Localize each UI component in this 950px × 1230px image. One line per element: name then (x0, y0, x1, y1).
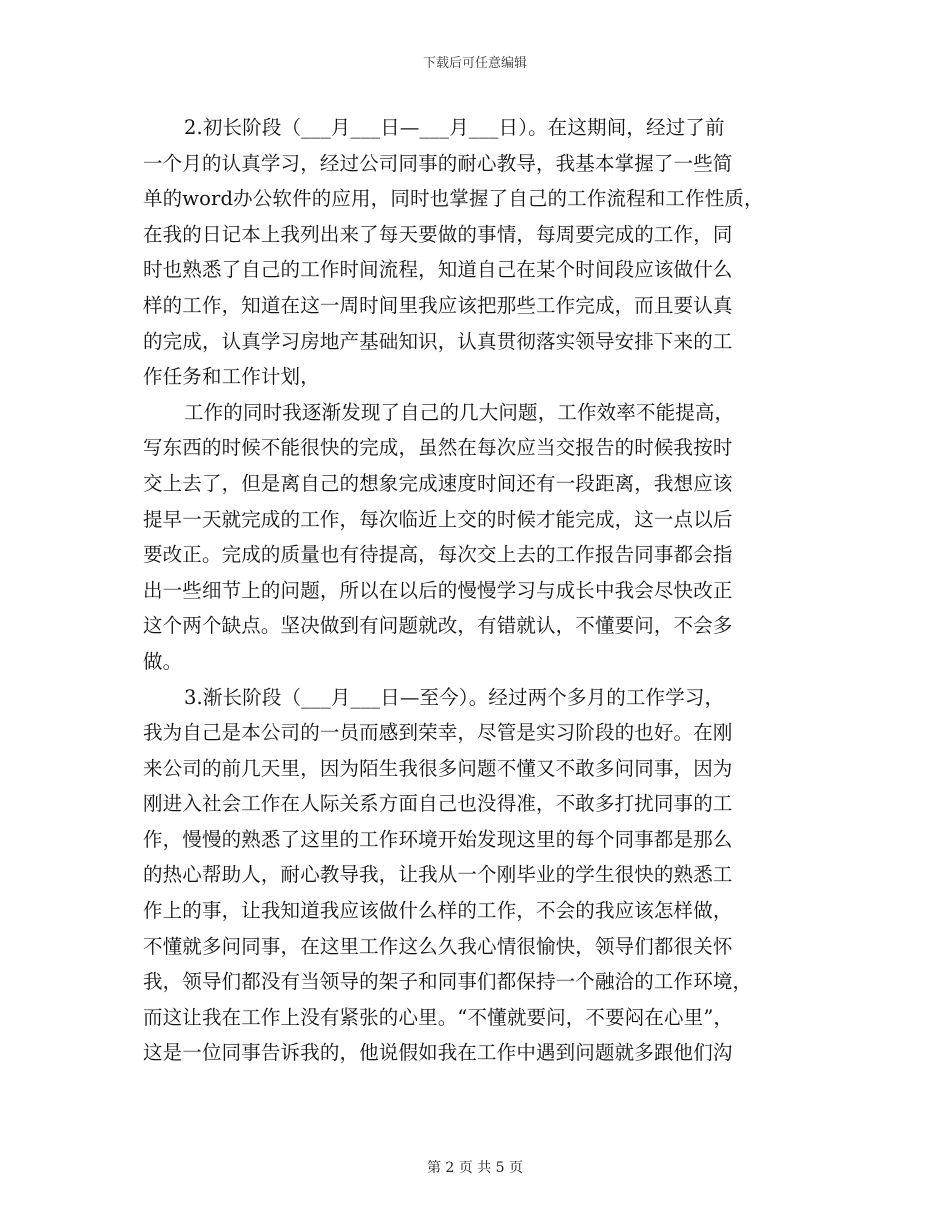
text-line: 提早一天就完成的工作，每次临近上交的时候才能完成，这一点以后 (143, 507, 733, 531)
text-line: 而这让我在工作上没有紧张的心里。“不懂就要问，不要闷在心里”， (143, 1005, 734, 1029)
text-line: 作，慢慢的熟悉了这里的工作环境开始发现这里的每个同事都是那么 (143, 827, 733, 851)
text-line: 2.初长阶段（___月___日—___月___日）。在这期间，经过了前 (184, 116, 725, 139)
text-line: 写东西的时候不能很快的完成，虽然在每次应当交报告的时候我按时 (143, 436, 733, 460)
text-line: 来公司的前几天里，因为陌生我很多问题不懂又不敢多问同事，因为 (143, 756, 733, 780)
text-line: 一个月的认真学习，经过公司同事的耐心教导，我基本掌握了一些简 (143, 151, 733, 175)
text-line: 做。 (143, 649, 183, 673)
text-line: 的完成，认真学习房地产基础知识，认真贯彻落实领导安排下来的工 (143, 329, 733, 353)
text-line: 我为自己是本公司的一员而感到荣幸，尽管是实习阶段的也好。在刚 (143, 721, 733, 745)
text-line: 作任务和工作计划， (143, 365, 320, 389)
text-line: 我，领导们都没有当领导的架子和同事们都保持一个融洽的工作环境， (143, 970, 753, 994)
text-line: 出一些细节上的问题，所以在以后的慢慢学习与成长中我会尽快改正 (143, 578, 733, 602)
text-line: 单的word办公软件的应用，同时也掌握了自己的工作流程和工作性质， (143, 187, 764, 211)
text-line: 交上去了，但是离自己的想象完成速度时间还有一段距离，我想应该 (143, 471, 733, 495)
text-line: 样的工作，知道在这一周时间里我应该把那些工作完成，而且要认真 (143, 293, 733, 317)
text-line: 时也熟悉了自己的工作时间流程，知道自己在某个时间段应该做什么 (143, 258, 733, 282)
text-line: 这个两个缺点。坚决做到有问题就改，有错就认，不懂要问，不会多 (143, 614, 733, 638)
text-line: 3.渐长阶段（___月___日—至今）。经过两个多月的工作学习， (184, 685, 725, 709)
text-line: 在我的日记本上我列出来了每天要做的事情，每周要完成的工作，同 (143, 222, 733, 246)
page-header: 下载后可任意编辑 (422, 56, 527, 71)
text-line: 作上的事，让我知道我应该做什么样的工作，不会的我应该怎样做， (143, 899, 733, 923)
text-line: 不懂就多问同事，在这里工作这么久我心情很愉快，领导们都很关怀 (143, 934, 733, 958)
document-body (143, 110, 813, 1071)
page-number: 第 2 页 共 5 页 (426, 1160, 524, 1176)
text-line: 刚进入社会工作在人际关系方面自己也没得准，不敢多打扰同事的工 (143, 792, 733, 816)
text-line: 要改正。完成的质量也有待提高，每次交上去的工作报告同事都会指 (143, 543, 733, 567)
text-line: 的热心帮助人，耐心教导我，让我从一个刚毕业的学生很快的熟悉工 (143, 863, 733, 887)
text-line: 这是一位同事告诉我的，他说假如我在工作中遇到问题就多跟他们沟 (143, 1041, 733, 1065)
text-line: 工作的同时我逐渐发现了自己的几大问题，工作效率不能提高， (184, 400, 735, 424)
